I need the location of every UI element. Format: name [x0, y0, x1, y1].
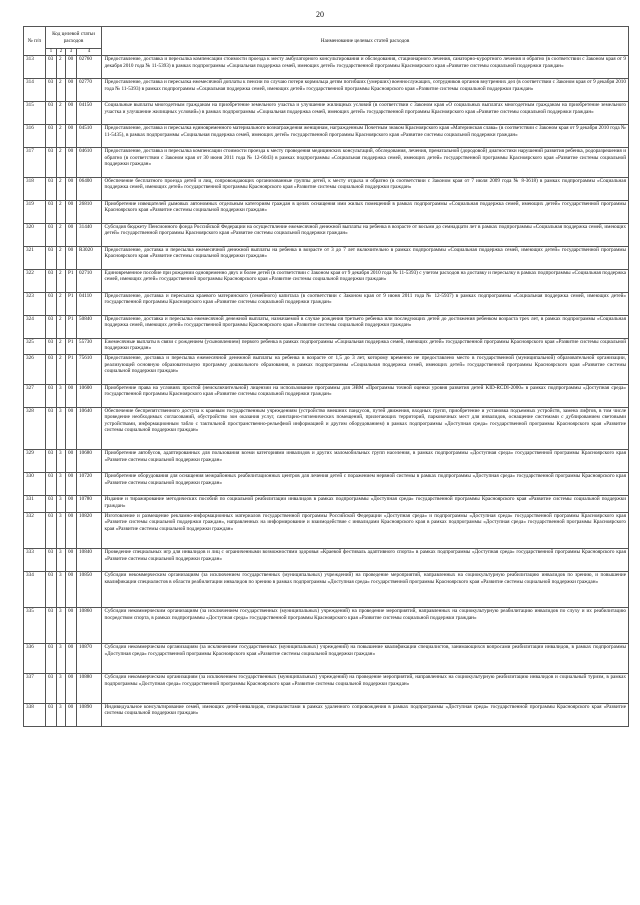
code-direction: 10890: [77, 703, 102, 726]
row-description: Предоставление, доставка и пересылка ежемесячной денежной выплаты на ребенка в возрасте от 3 до 7 лет включительно в рамках подпрограммы «Социальная поддержка семей, имеющих детей» государственной программы Красноярского края «Развитие системы социальной поддержки граждан»: [102, 246, 629, 269]
code-subprogram: 2: [57, 102, 66, 125]
row-description: Субсидии некоммерческим организациям (за исключением государственных (муниципальных) учреждений) на проведение мероприятий, направленных на социокультурную реабилитацию инвалидов и социальный туризм, в рамках подпрограммы «Доступная среда» государственной программы Красноярского края «Развитие системы социальной поддержки граждан»: [102, 673, 629, 703]
row-description: Единовременное пособие при рождении одновременно двух и более детей (в соответствии с Законом края от 9 декабря 2010 года № 11-5393) с учетом расходов на доставку и пересылку в рамках подпрограммы «Социальная поддержка семей, имеющих детей» государственной программы Красноярского края «Развитие системы социальной поддержки граждан»: [102, 269, 629, 292]
table-row: [24, 177, 629, 200]
row-number: 324: [24, 315, 46, 338]
row-description: Обеспечение беспрепятственного доступа к краевым государственным учреждениям (устройство внешних пандусов, путей движения, входных групп, приобретение и установка подъемных устройств, замена лифтов, в том числе проведение необходимых согласований, обустройство зон оказания услуг, санитарно-гигиенических помещений, прилегающих территорий, парковочных мест для инвалидов, оснащение системами с дублированием световыми устройствами, информационным табло с тактильной пространственно-рельефной информацией и другим оборудованием) в рамках подпрограммы «Доступная среда» государственной программы Красноярского края «Развитие системы социальной поддержки граждан»: [102, 407, 629, 450]
code-program: 03: [46, 246, 57, 269]
code-subprogram: 3: [57, 512, 66, 548]
row-description: Издание и тиражирование методических пособий по социальной реабилитации инвалидов в рамках подпрограммы «Доступная среда» государственной программы Красноярского края «Развитие системы социальной поддержки граждан»: [102, 496, 629, 512]
header-sub-3: 3: [66, 49, 77, 56]
row-description: Предоставление, доставка и пересылка ежемесячной денежной выплаты на ребенка в возрасте от 1,5 до 3 лет, которому временно не предоставлено место в государственной (муниципальной) образовательной организации, реализующей основную образовательную программу дошкольного образования, в рамках подпрограммы «Социальная поддержка семей, имеющих детей» государственной программы Красноярского края «Развитие системы социальной поддержки граждан»: [102, 354, 629, 384]
code-direction: 02710: [77, 269, 102, 292]
code-direction: 04110: [77, 292, 102, 315]
row-description: Приобретение права на условиях простой (неисключительной) лицензии на использование программы для ЭВМ «Программы точной оценки уровня развития детей KID-RCDI-2000» в рамках подпрограммы «Доступная среда» государственной программы Красноярского края «Развитие системы социальной поддержки граждан»: [102, 384, 629, 407]
row-number: 313: [24, 56, 46, 79]
code-direction: 10680: [77, 450, 102, 473]
code-program: 03: [46, 56, 57, 79]
table-row: [24, 354, 629, 384]
code-subprogram: 3: [57, 450, 66, 473]
table-row: [24, 496, 629, 512]
table-row: [24, 246, 629, 269]
code-program: 03: [46, 407, 57, 450]
code-subprogram: 3: [57, 548, 66, 571]
code-direction: 75610: [77, 354, 102, 384]
row-description: Проведение специальных игр для инвалидов и лиц с ограниченными возможностями здоровья «Краевой фестиваль адаптивного спорта» в рамках подпрограммы «Доступная среда» государственной программы Красноярского края «Развитие системы социальной поддержки граждан»: [102, 548, 629, 571]
row-description: Социальные выплаты многодетным гражданам на приобретение земельного участка и улучшение жилищных условий (в соответствии с Законом края «О социальных выплатах многодетным гражданам на приобретение земельного участка и улучшение жилищных условий») в рамках подпрограммы «Социальная поддержка семей, имеющих детей» государственной программы Красноярского края «Развитие системы социальной поддержки граждан»: [102, 102, 629, 125]
row-description: Обеспечение бесплатного проезда детей и лиц, сопровождающих организованные группы детей, к месту отдыха и обратно (в соответствии с Законом края от 7 июля 2009 года № 8-3618) в рамках подпрограммы «Социальная поддержка семей, имеющих детей» государственной программы Красноярского края «Развитие системы социальной поддержки граждан»: [102, 177, 629, 200]
code-program: 03: [46, 102, 57, 125]
table-row: [24, 512, 629, 548]
code-program: 03: [46, 496, 57, 512]
code-direction: 06400: [77, 177, 102, 200]
code-subprogram: 2: [57, 148, 66, 178]
table-row: [24, 384, 629, 407]
code-direction: 10640: [77, 407, 102, 450]
code-group: 00: [66, 102, 77, 125]
code-group: 00: [66, 703, 77, 726]
code-direction: R3020: [77, 246, 102, 269]
row-number: 315: [24, 102, 46, 125]
header-code: Код целевой статьи расходов: [46, 27, 102, 49]
table-row: [24, 644, 629, 674]
row-description: Предоставление, доставка и пересылка единовременного материального вознаграждения женщинам, награжденным Почетным знаком Красноярского края «Материнская слава» (в соответствии с Законом края от 9 декабря 2010 года № 11-5435), в рамках подпрограммы «Социальная поддержка семей, имеющих детей» государственной программы Красноярского края «Развитие системы социальной поддержки граждан»: [102, 125, 629, 148]
code-program: 03: [46, 673, 57, 703]
code-group: P1: [66, 354, 77, 384]
header-sub-1: 1: [46, 49, 57, 56]
row-number: 319: [24, 200, 46, 223]
row-description: Предоставление, доставка и пересылка компенсации стоимости проезда к месту амбулаторного консультирования и обследования, стационарного лечения, санаторно-курортного лечения и обратно (в соответствии с Законом края от 9 декабря 2010 года № 11-5393) в рамках подпрограммы «Социальная поддержка семей, имеющих детей» государственной программы Красноярского края «Развитие системы социальной поддержки граждан»: [102, 56, 629, 79]
table-row: [24, 315, 629, 338]
row-description: Предоставление, доставка и пересылка ежемесячной денежной выплаты, назначаемой в случае рождения третьего ребенка или последующих детей до достижения ребенком возраста трех лет, в рамках подпрограммы «Социальная поддержка семей, имеющих детей» государственной программы Красноярского края «Развитие системы социальной поддержки граждан»: [102, 315, 629, 338]
code-group: 00: [66, 644, 77, 674]
code-group: P1: [66, 292, 77, 315]
code-direction: 10820: [77, 512, 102, 548]
table-row: [24, 407, 629, 450]
table-row: [24, 703, 629, 726]
code-subprogram: 3: [57, 673, 66, 703]
row-description: Ежемесячные выплаты в связи с рождением (усыновлением) первого ребенка в рамках подпрограммы «Социальная поддержка семей, имеющих детей» государственной программы Красноярского края «Развитие системы социальной поддержки граждан»: [102, 338, 629, 354]
code-program: 03: [46, 473, 57, 496]
code-group: 00: [66, 223, 77, 246]
row-description: Предоставление, доставка и пересылка компенсации стоимости проезда к месту проведения медицинских консультаций, обследования, лечения, пренатальной (дородовой) диагностики нарушений развития ребенка, родоразрешения и обратно (в соответствии с Законом края от 30 июня 2011 года № 12-6043) в рамках подпрограммы «Социальная поддержка семей, имеющих детей» государственной программы Красноярского края «Развитие системы социальной поддержки граждан»: [102, 148, 629, 178]
code-group: 00: [66, 450, 77, 473]
code-group: P1: [66, 269, 77, 292]
code-group: 00: [66, 177, 77, 200]
code-group: 00: [66, 473, 77, 496]
code-direction: 10870: [77, 644, 102, 674]
row-description: Приобретение автобусов, адаптированных для пользования всеми категориями инвалидов и других маломобильных групп населения, в рамках подпрограммы «Доступная среда» государственной программы Красноярского края «Развитие системы социальной поддержки граждан»: [102, 450, 629, 473]
code-program: 03: [46, 644, 57, 674]
row-number: 331: [24, 496, 46, 512]
header-sub-2: 2: [57, 49, 66, 56]
table-body: [24, 56, 629, 727]
code-direction: 04510: [77, 125, 102, 148]
row-number: 314: [24, 79, 46, 102]
code-subprogram: 3: [57, 571, 66, 607]
code-subprogram: 3: [57, 644, 66, 674]
table-row: [24, 571, 629, 607]
code-subprogram: 3: [57, 608, 66, 644]
code-program: 03: [46, 548, 57, 571]
row-number: 337: [24, 673, 46, 703]
row-number: 326: [24, 354, 46, 384]
code-direction: 10780: [77, 496, 102, 512]
table-row: [24, 223, 629, 246]
code-subprogram: 2: [57, 223, 66, 246]
row-number: 325: [24, 338, 46, 354]
code-direction: 10850: [77, 571, 102, 607]
code-program: 03: [46, 384, 57, 407]
code-group: 00: [66, 407, 77, 450]
code-program: 03: [46, 148, 57, 178]
row-description: Приобретение оборудования для оснащения межрайонных реабилитационных центров для лечения детей с поражением нервной системы в рамках подпрограммы «Доступная среда» государственной программы Красноярского края «Развитие системы социальной поддержки граждан»: [102, 473, 629, 496]
page-number: 20: [316, 10, 324, 19]
table-row: [24, 79, 629, 102]
code-program: 03: [46, 177, 57, 200]
row-description: Индивидуальное консультирование семей, имеющих детей-инвалидов, специалистами в рамках удаленного сопровождения в рамках подпрограммы «Доступная среда» государственной программы Красноярского края «Развитие системы социальной поддержки граждан»: [102, 703, 629, 726]
code-subprogram: 2: [57, 79, 66, 102]
row-number: 320: [24, 223, 46, 246]
row-number: 334: [24, 571, 46, 607]
code-group: 00: [66, 673, 77, 703]
code-subprogram: 2: [57, 315, 66, 338]
table-row: [24, 450, 629, 473]
row-number: 332: [24, 512, 46, 548]
code-program: 03: [46, 703, 57, 726]
row-number: 323: [24, 292, 46, 315]
table-row: [24, 473, 629, 496]
code-program: 03: [46, 79, 57, 102]
code-group: P1: [66, 315, 77, 338]
table-row: [24, 673, 629, 703]
code-group: 00: [66, 56, 77, 79]
code-group: 00: [66, 548, 77, 571]
row-number: 328: [24, 407, 46, 450]
code-group: 00: [66, 148, 77, 178]
code-program: 03: [46, 315, 57, 338]
table-row: [24, 125, 629, 148]
code-subprogram: 3: [57, 496, 66, 512]
code-subprogram: 3: [57, 703, 66, 726]
row-number: 338: [24, 703, 46, 726]
code-direction: 02760: [77, 56, 102, 79]
header-name: Наименование целевых статей расходов: [102, 27, 629, 56]
code-group: 00: [66, 571, 77, 607]
code-program: 03: [46, 292, 57, 315]
code-program: 03: [46, 338, 57, 354]
code-subprogram: 2: [57, 56, 66, 79]
code-program: 03: [46, 512, 57, 548]
code-subprogram: 2: [57, 292, 66, 315]
code-group: 00: [66, 512, 77, 548]
row-number: 318: [24, 177, 46, 200]
row-description: Субсидия бюджету Пенсионного фонда Российской Федерации на осуществление ежемесячной денежной выплаты на ребенка в возрасте от восьми до семнадцати лет в рамках подпрограммы «Социальная поддержка семей, имеющих детей» государственной программы Красноярского края «Развитие системы социальной поддержки граждан»: [102, 223, 629, 246]
code-subprogram: 3: [57, 407, 66, 450]
row-description: Субсидии некоммерческим организациям (за исключением государственных (муниципальных) учреждений) на проведение мероприятий, направленных на социокультурную реабилитацию инвалидов по слуху и их реабилитацию посредством спорта, в рамках подпрограммы «Доступная среда» государственной программы Красноярского края «Развитие системы социальной поддержки граждан»: [102, 608, 629, 644]
row-description: Приобретение извещателей дымовых автономных отдельным категориям граждан в целях оснащения ими жилых помещений в рамках подпрограммы «Социальная поддержка семей, имеющих детей» государственной программы Красноярского края «Развитие системы социальной поддержки граждан»: [102, 200, 629, 223]
code-direction: 04610: [77, 148, 102, 178]
code-program: 03: [46, 269, 57, 292]
row-number: 317: [24, 148, 46, 178]
code-subprogram: 2: [57, 338, 66, 354]
code-subprogram: 2: [57, 354, 66, 384]
target-articles-table: [23, 26, 629, 727]
code-group: 00: [66, 125, 77, 148]
code-direction: 10840: [77, 548, 102, 571]
code-program: 03: [46, 571, 57, 607]
row-number: 336: [24, 644, 46, 674]
code-subprogram: 2: [57, 200, 66, 223]
code-direction: 55730: [77, 338, 102, 354]
table-row: [24, 608, 629, 644]
row-number: 327: [24, 384, 46, 407]
table-row: [24, 200, 629, 223]
row-description: Изготовление и размещение рекламно-информационных материалов государственной программы Российской Федерации «Доступная среда» и подпрограммы «Доступная среда» государственной программы Красноярского края «Развитие системы социальной поддержки граждан», направленных на информирование и взаимодействие с инвалидами Красноярского края в рамках подпрограммы «Доступная среда» государственной программы Красноярского края «Развитие системы социальной поддержки граждан»: [102, 512, 629, 548]
row-number: 321: [24, 246, 46, 269]
table-row: [24, 269, 629, 292]
table-row: [24, 338, 629, 354]
code-program: 03: [46, 354, 57, 384]
code-direction: 50840: [77, 315, 102, 338]
code-subprogram: 2: [57, 177, 66, 200]
code-group: 00: [66, 200, 77, 223]
code-direction: 26810: [77, 200, 102, 223]
code-program: 03: [46, 608, 57, 644]
row-number: 329: [24, 450, 46, 473]
code-program: 03: [46, 125, 57, 148]
code-direction: 04150: [77, 102, 102, 125]
table-row: [24, 148, 629, 178]
code-group: 00: [66, 496, 77, 512]
code-group: 00: [66, 608, 77, 644]
row-number: 335: [24, 608, 46, 644]
table-row: [24, 292, 629, 315]
row-number: 330: [24, 473, 46, 496]
header-number: № п/п: [24, 27, 46, 56]
row-description: Субсидии некоммерческим организациям (за исключением государственных (муниципальных) учреждений) на повышение квалификации специалистов, занимающихся вопросами реабилитации инвалидов, в рамках подпрограммы «Доступная среда» государственной программы Красноярского края «Развитие системы социальной поддержки граждан»: [102, 644, 629, 674]
table-row: [24, 56, 629, 79]
code-subprogram: 2: [57, 246, 66, 269]
code-program: 03: [46, 450, 57, 473]
table-row: [24, 548, 629, 571]
code-subprogram: 2: [57, 125, 66, 148]
code-direction: 02770: [77, 79, 102, 102]
table-row: [24, 102, 629, 125]
code-direction: 10600: [77, 384, 102, 407]
row-description: Предоставление, доставка и пересылка ежемесячной доплаты к пенсии по случаю потери кормильца детям погибших (умерших) военнослужащих, сотрудников органов внутренних дел (в соответствии с Законом края от 9 декабря 2010 года № 11-5393) в рамках подпрограммы «Социальная поддержка семей, имеющих детей» государственной программы Красноярского края «Развитие системы социальной поддержки граждан»: [102, 79, 629, 102]
code-group: 00: [66, 246, 77, 269]
row-number: 333: [24, 548, 46, 571]
code-program: 03: [46, 223, 57, 246]
code-direction: 10720: [77, 473, 102, 496]
code-direction: 10880: [77, 673, 102, 703]
code-program: 03: [46, 200, 57, 223]
row-number: 316: [24, 125, 46, 148]
code-subprogram: 3: [57, 384, 66, 407]
code-direction: 31440: [77, 223, 102, 246]
row-number: 322: [24, 269, 46, 292]
code-subprogram: 3: [57, 473, 66, 496]
code-direction: 10860: [77, 608, 102, 644]
header-sub-4: 4: [77, 49, 102, 56]
code-group: P1: [66, 338, 77, 354]
row-description: Субсидии некоммерческим организациям (за исключением государственных (муниципальных) учреждений) на проведение мероприятий, направленных на социокультурную реабилитацию инвалидов по зрению, и повышение квалификации специалистов в области реабилитации инвалидов по зрению в рамках подпрограммы «Доступная среда» государственной программы Красноярского края «Развитие системы социальной поддержки граждан»: [102, 571, 629, 607]
row-description: Предоставление, доставка и пересылка краевого материнского (семейного) капитала (в соответствии с Законом края от 9 июня 2011 года № 12-5937) в рамках подпрограммы «Социальная поддержка семей, имеющих детей» государственной программы Красноярского края «Развитие системы социальной поддержки граждан»: [102, 292, 629, 315]
code-group: 00: [66, 384, 77, 407]
code-subprogram: 2: [57, 269, 66, 292]
code-group: 00: [66, 79, 77, 102]
